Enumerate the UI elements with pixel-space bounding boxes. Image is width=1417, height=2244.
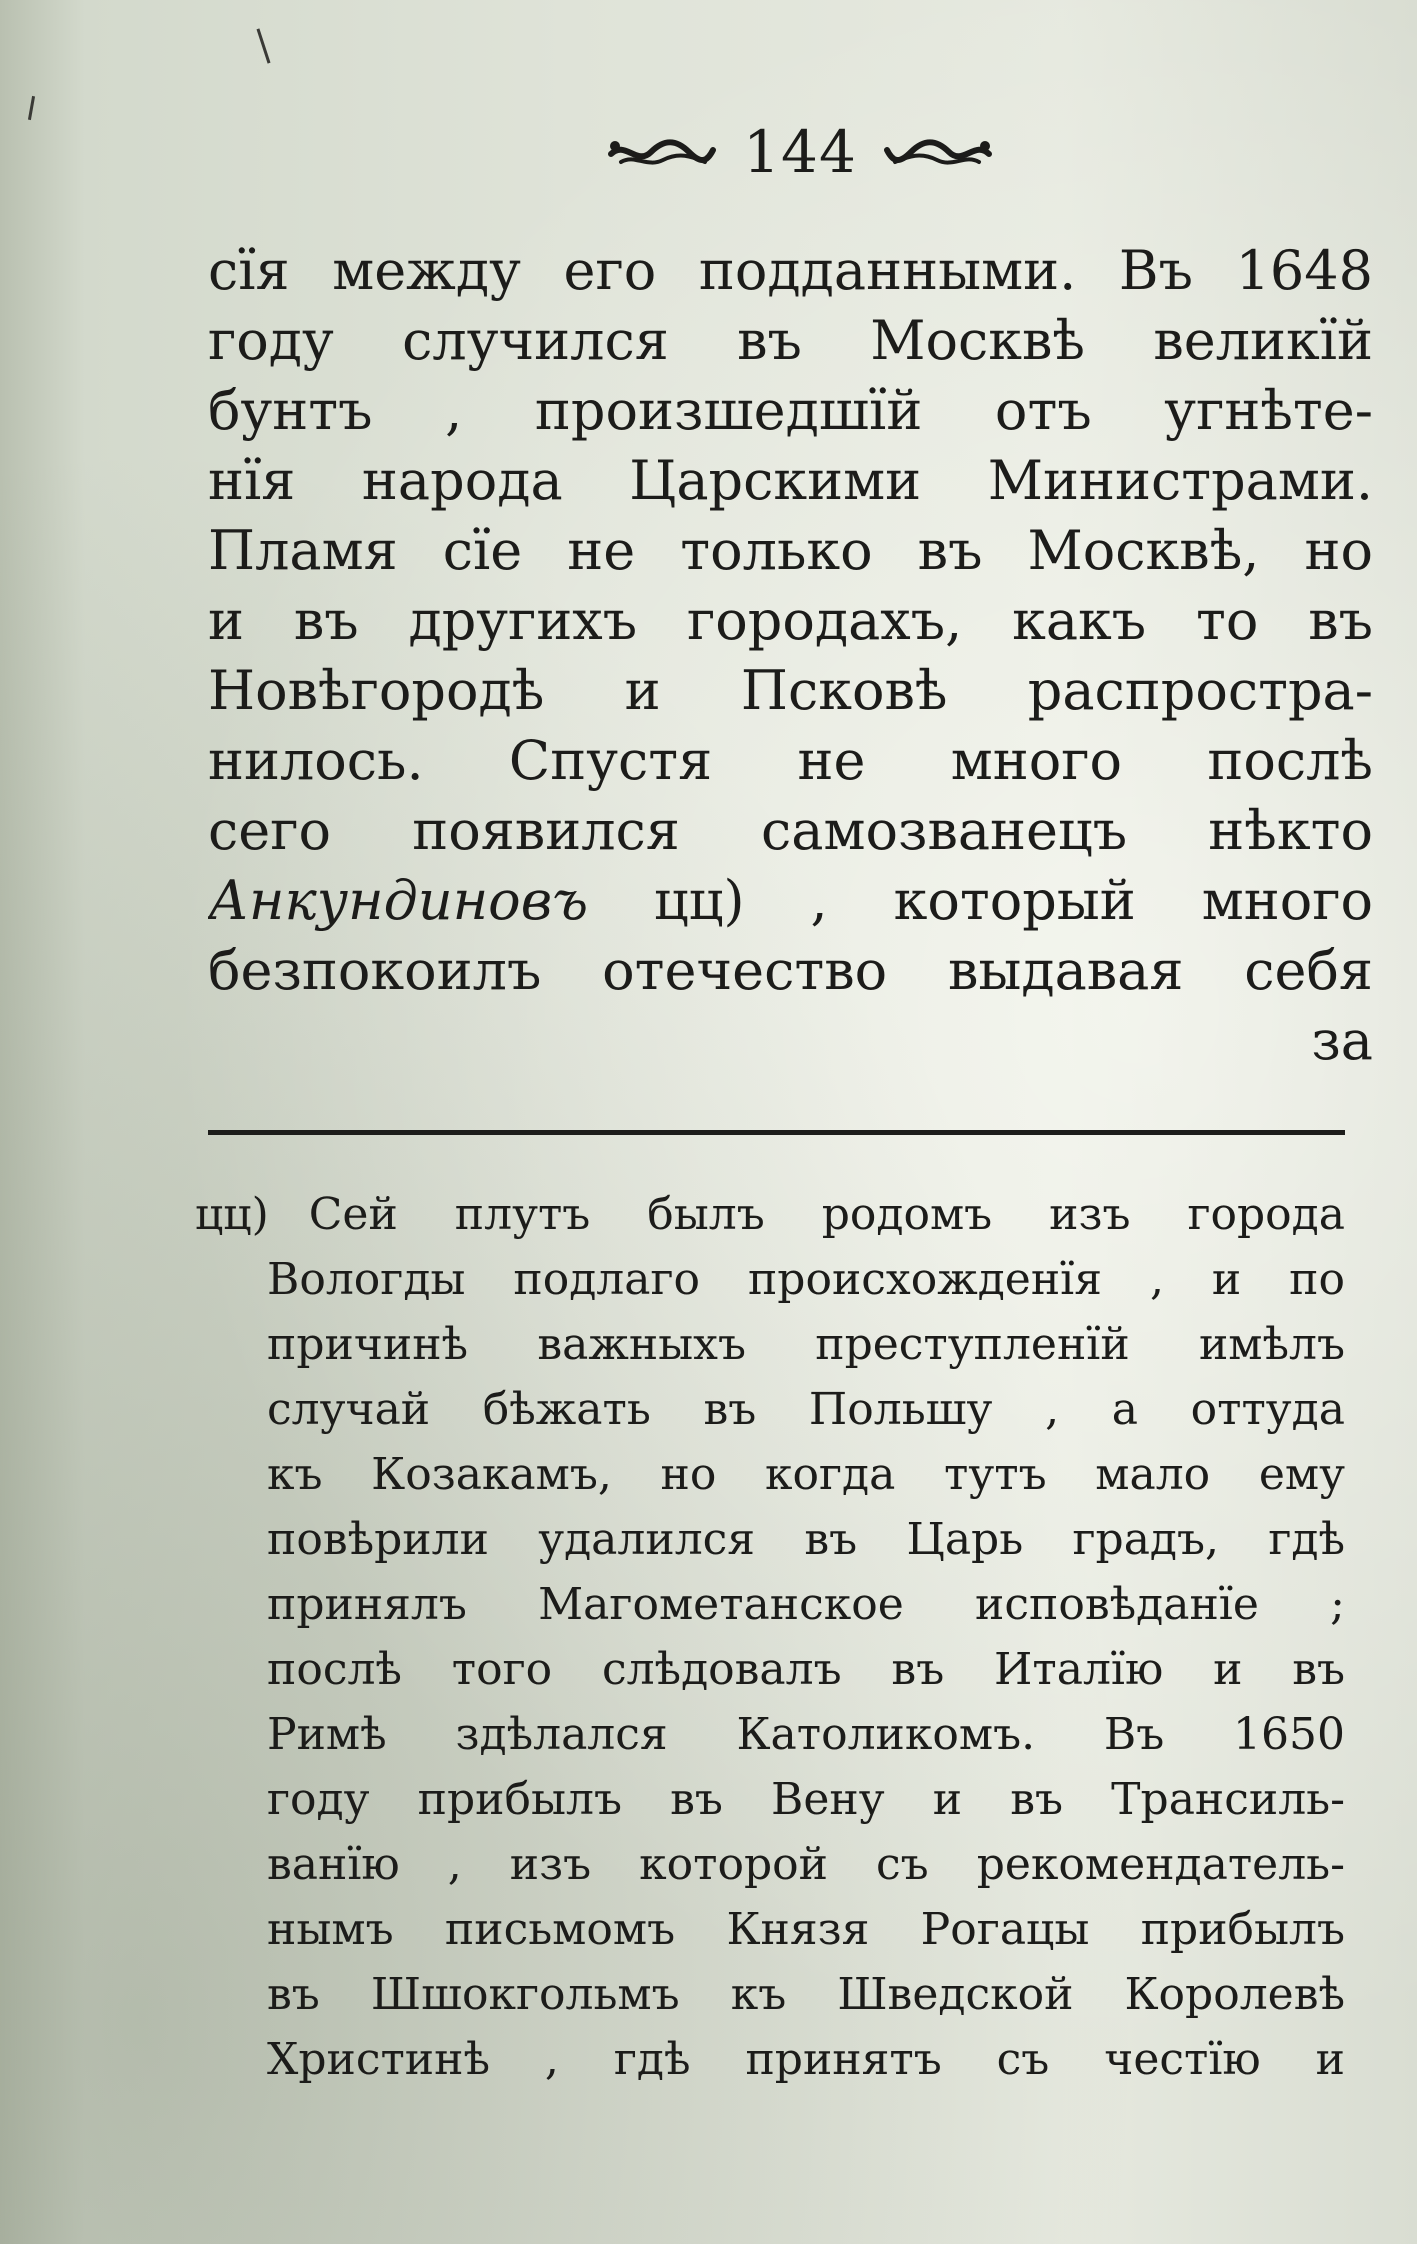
footnote-line: въ Шшокгольмъ къ Шведской Королевѣ	[267, 1969, 1345, 2020]
footnote-line: послѣ того слѣдовалъ въ Италїю и въ	[267, 1644, 1345, 1695]
footnote-line: Вологды подлаго происхожденїя , и по	[267, 1254, 1345, 1305]
footnote-reference-text: цц) , который много	[654, 869, 1373, 932]
text-line: Новѣгородѣ и Псковѣ распростра-	[208, 659, 1373, 722]
footnote-line: нымъ письмомъ Князя Рогацы прибылъ	[267, 1904, 1345, 1955]
text-line: сего появился самозванецъ нѣкто	[208, 799, 1373, 862]
footnote-line: къ Козакамъ, но когда тутъ мало ему	[267, 1449, 1345, 1500]
page-speck	[28, 96, 35, 120]
text-line: безпокоилъ отечество выдавая себя	[208, 939, 1373, 1002]
text-line: сїя между его подданными. Въ 1648	[208, 239, 1373, 302]
footnote-line: причинѣ важныхъ преступленїй имѣлъ	[267, 1319, 1345, 1370]
page-number: 144	[743, 118, 857, 186]
text-line: году случился въ Москвѣ великїй	[208, 309, 1373, 372]
footnote-line: году прибылъ въ Вену и въ Трансиль-	[267, 1774, 1345, 1825]
text-line: Пламя сїе не только въ Москвѣ, но	[208, 519, 1373, 582]
right-flourish-ornament	[883, 132, 993, 172]
text-line: нїя народа Царскими Министрами.	[208, 449, 1373, 512]
footnote-line: Римѣ здѣлался Католикомъ. Въ 1650	[267, 1709, 1345, 1760]
footnote-divider	[208, 1130, 1345, 1135]
text-line-with-name	[208, 866, 1373, 936]
page-speck	[257, 28, 271, 63]
footnote-line: ванїю , изъ которой съ рекомендатель-	[267, 1839, 1345, 1890]
italic-name: Анкундиновъ	[208, 869, 589, 932]
footnote-line: принялъ Магометанское исповѣданїе ;	[267, 1579, 1345, 1630]
page-header	[600, 112, 1000, 192]
footnote-line: случай бѣжать въ Польшу , а оттуда	[267, 1384, 1345, 1435]
catchword: за	[1311, 1009, 1373, 1072]
footnote-mark: цц)	[195, 1189, 269, 1240]
text-line: нилось. Спустя не много послѣ	[208, 729, 1373, 792]
left-flourish-ornament	[607, 132, 717, 172]
text-line: бунтъ , произшедшїй отъ угнѣте-	[208, 379, 1373, 442]
footnote	[195, 1182, 1345, 2092]
footnote-line: повѣрили удалился въ Царь градъ, гдѣ	[267, 1514, 1345, 1565]
footnote-line: Христинѣ , гдѣ принятъ съ честїю и	[267, 2034, 1345, 2085]
footnote-text: Сей плутъ былъ родомъ изъ города	[308, 1189, 1345, 1240]
footnote-first-line	[195, 1182, 1345, 1247]
text-line: и въ другихъ городахъ, какъ то въ	[208, 589, 1373, 652]
main-text	[208, 236, 1373, 1076]
